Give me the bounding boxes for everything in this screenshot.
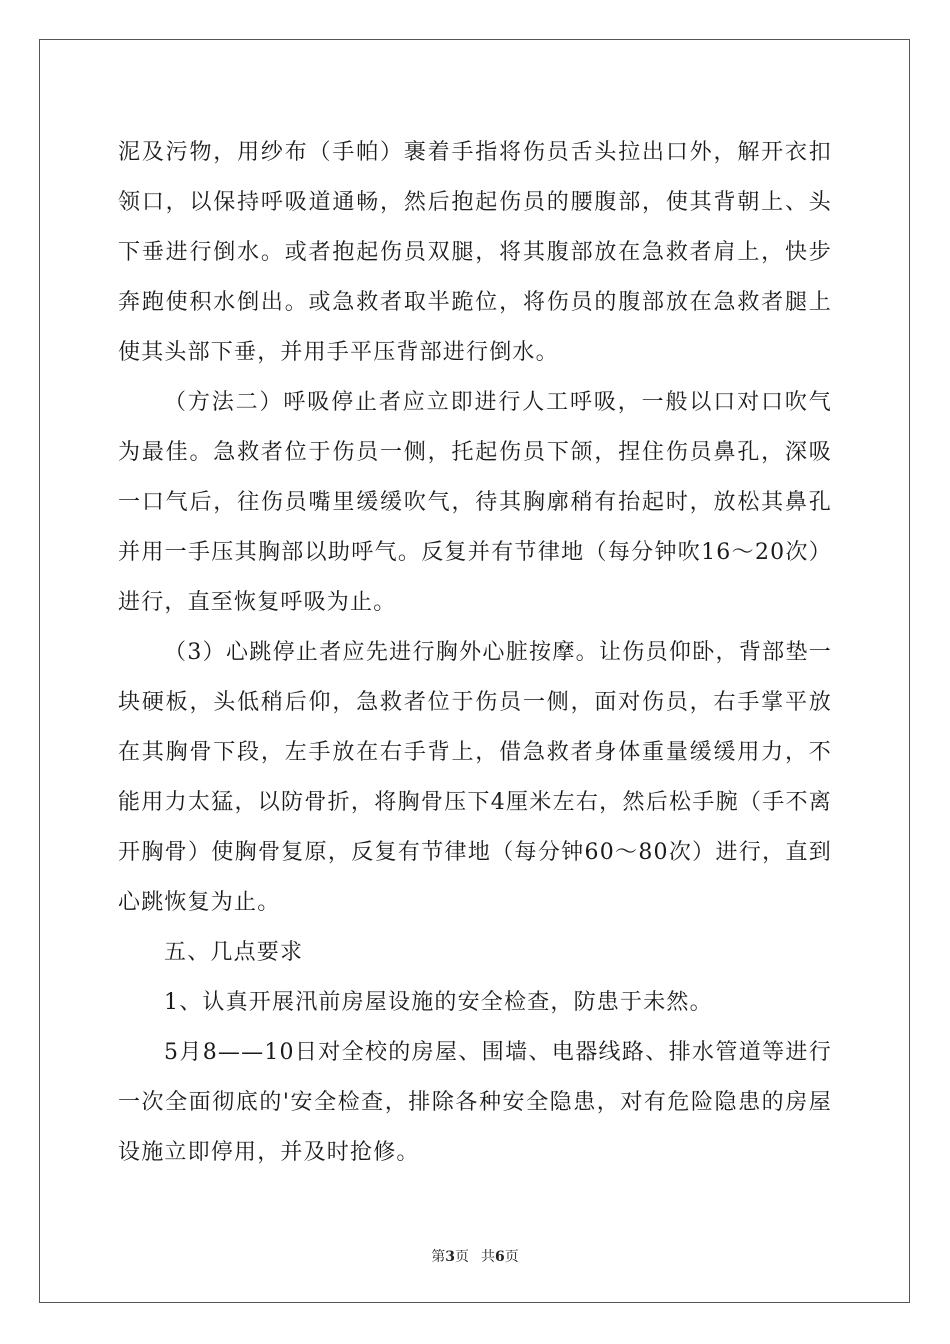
page-suffix: 页 [455,1249,469,1265]
document-body [118,128,832,1178]
page-footer [0,1247,950,1267]
section-heading: 五、几点要求 [164,940,304,965]
paragraph-3: （3）心跳停止者应先进行胸外心脏按摩。让伤员仰卧，背部垫一块硬板，头低稍后仰，急救者位于伤员一侧，面对伤员，右手掌平放在其胸骨下段，左手放在右手背上，借急救者身体重量缓缓用力，不能用力太猛，以防骨折，将胸骨压下4厘米左右，然后松手腕（手不离开胸骨）使胸骨复原，反复有节律地（每分钟60～80次）进行，直到心跳恢复为止。 [118,640,832,915]
paragraph-5: 5月8——10日对全校的房屋、围墙、电器线路、排水管道等进行一次全面彻底的'安全检查，排除各种安全隐患，对有危险隐患的房屋设施立即停用，并及时抢修。 [118,1040,832,1165]
total-page-count: 6 [495,1249,505,1265]
total-suffix: 页 [504,1249,519,1265]
total-prefix: 共 [481,1249,495,1265]
paragraph-2: （方法二）呼吸停止者应立即进行人工呼吸，一般以口对口吹气为最佳。急救者位于伤员一侧，托起伤员下颌，捏住伤员鼻孔，深吸一口气后，往伤员嘴里缓缓吹气，待其胸廓稍有抬起时，放松其鼻孔并用一手压其胸部以助呼气。反复并有节律地（每分钟吹16～20次）进行，直至恢复呼吸为止。 [118,390,832,615]
paragraph-4: 1、认真开展汛前房屋设施的安全检查，防患于未然。 [164,990,713,1015]
page-prefix: 第 [431,1249,446,1265]
current-page-number: 3 [445,1249,455,1265]
paragraph-1: 泥及污物，用纱布（手帕）裹着手指将伤员舌头拉出口外，解开衣扣领口，以保持呼吸道通畅，然后抱起伤员的腰腹部，使其背朝上、头下垂进行倒水。或者抱起伤员双腿，将其腹部放在急救者肩上，快步奔跑使积水倒出。或急救者取半跪位，将伤员的腹部放在急救者腿上使其头部下垂，并用手平压背部进行倒水。 [118,140,832,365]
